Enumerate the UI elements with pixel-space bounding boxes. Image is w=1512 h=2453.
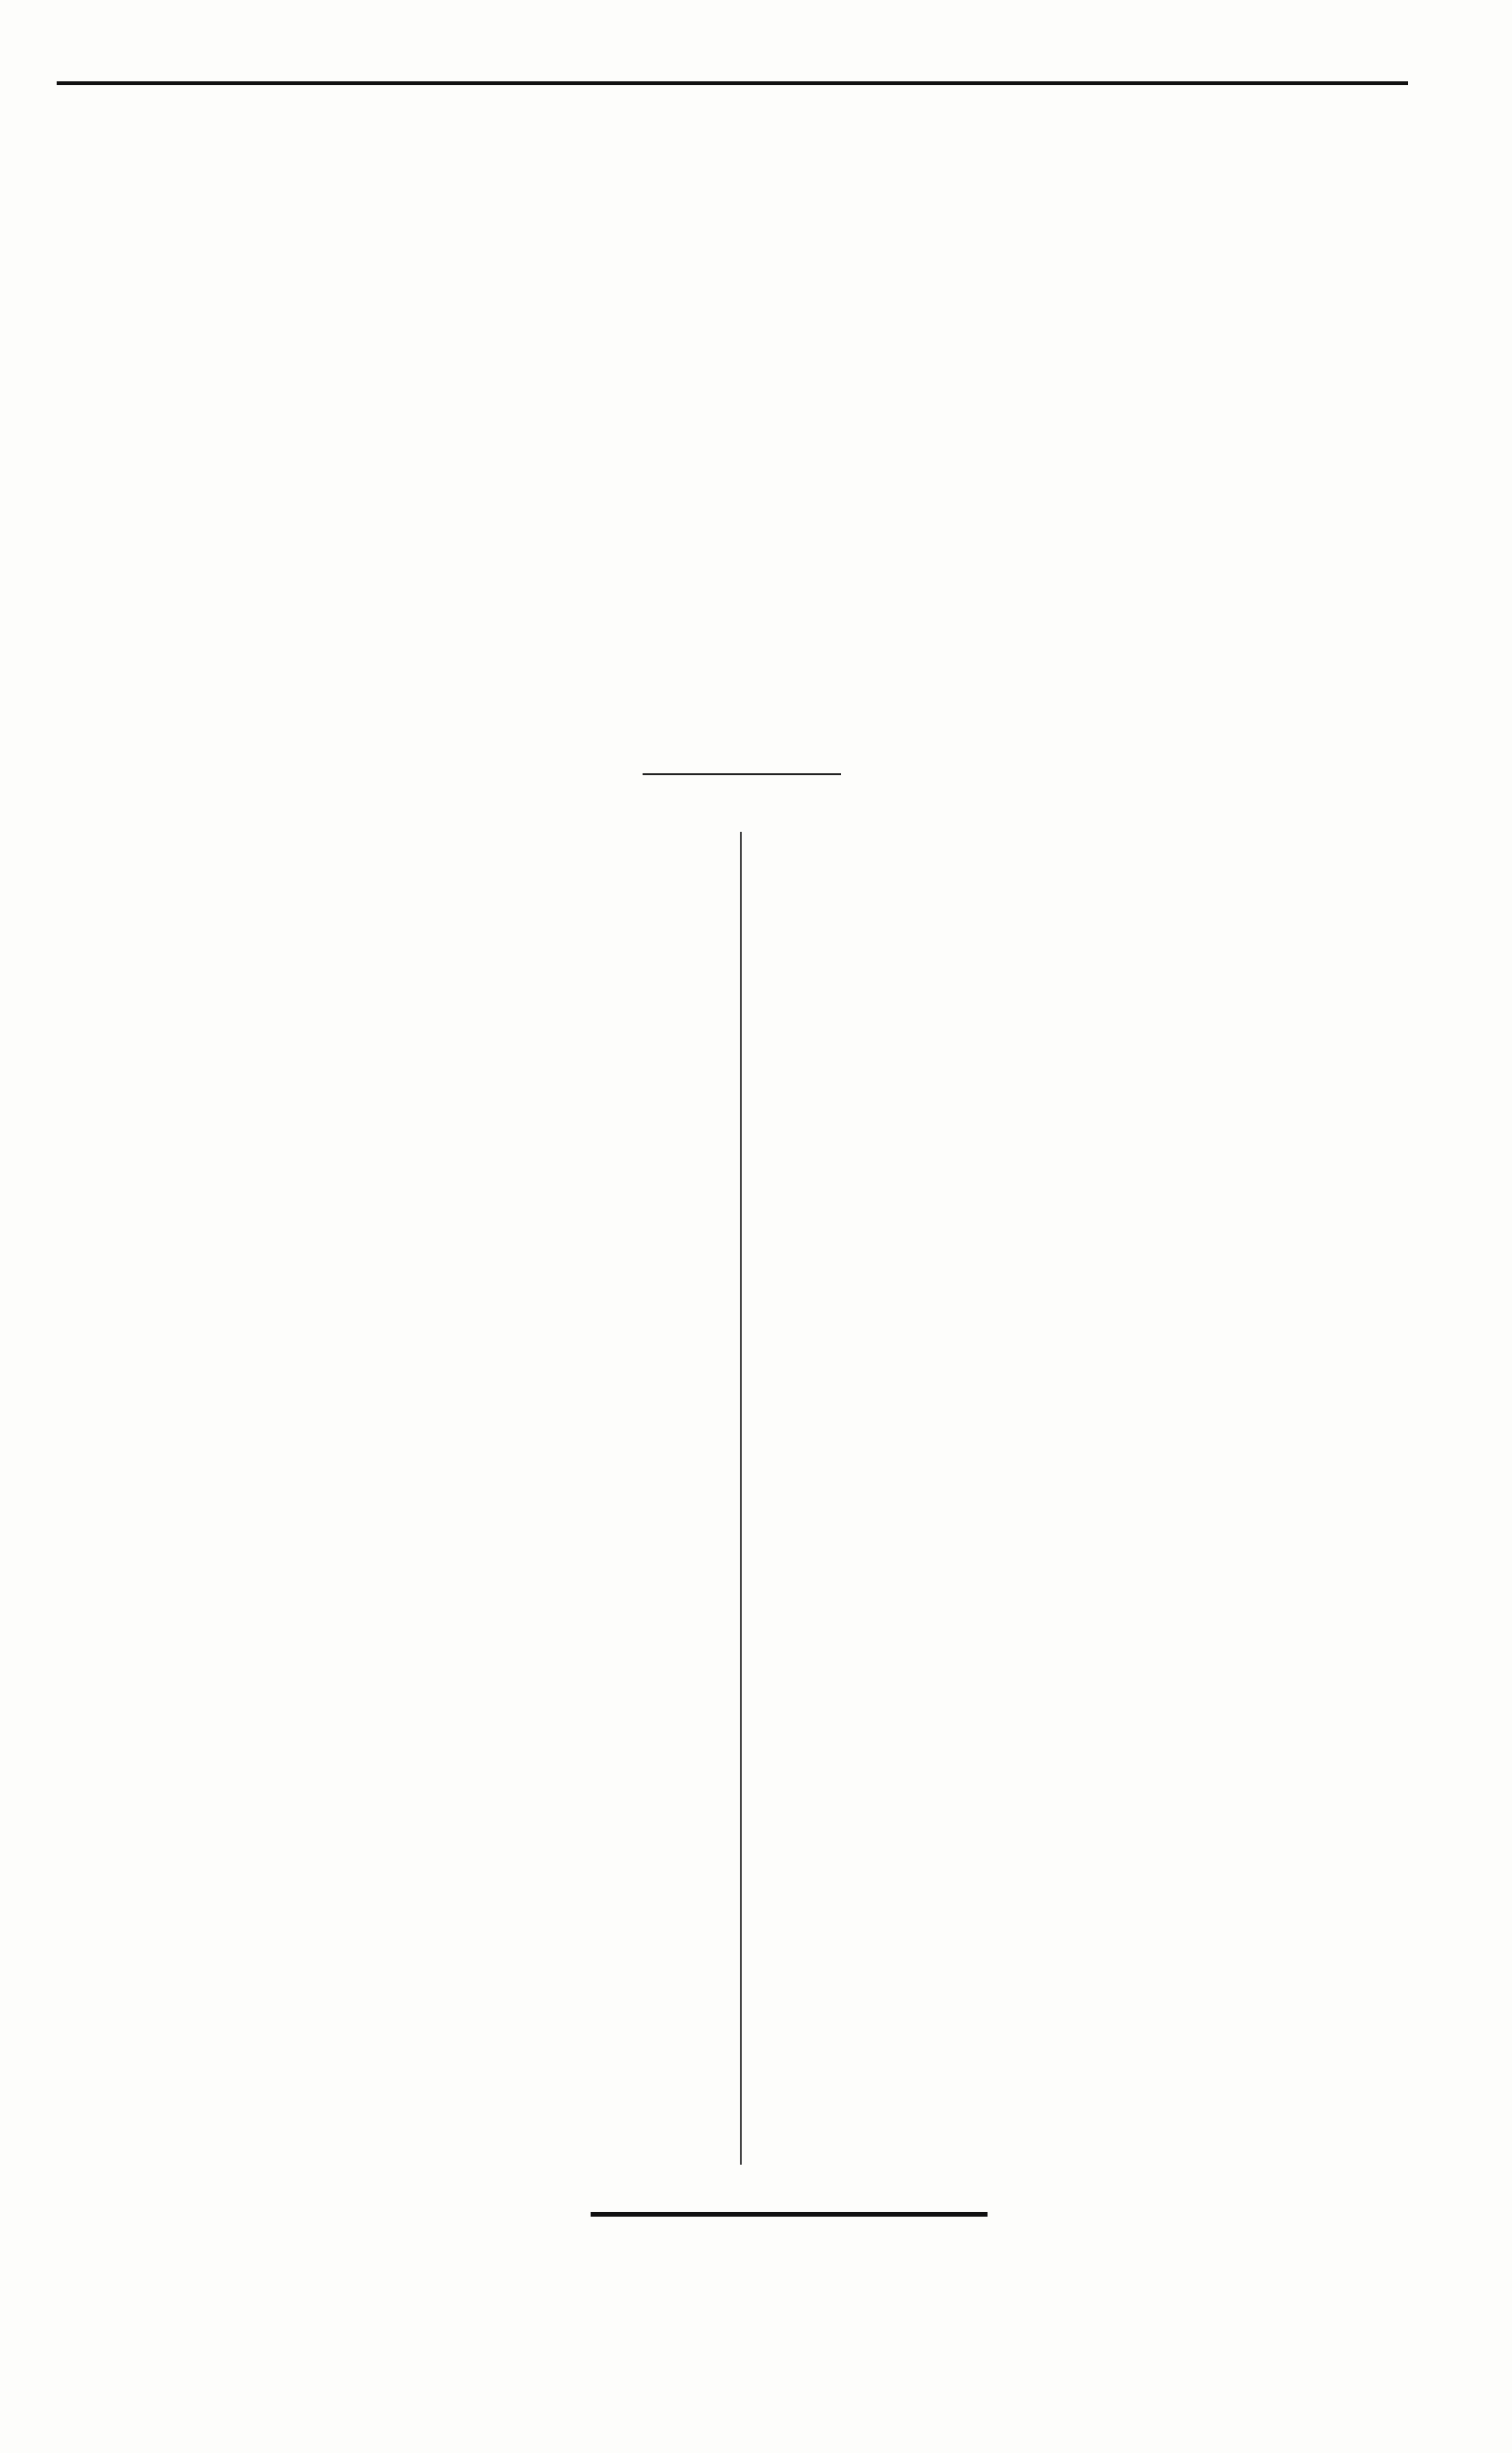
section-divider [643,773,841,775]
page-header [94,49,1408,95]
bottom-rule [591,2212,988,2217]
header-rule [57,81,1408,85]
column-divider [740,832,742,2165]
